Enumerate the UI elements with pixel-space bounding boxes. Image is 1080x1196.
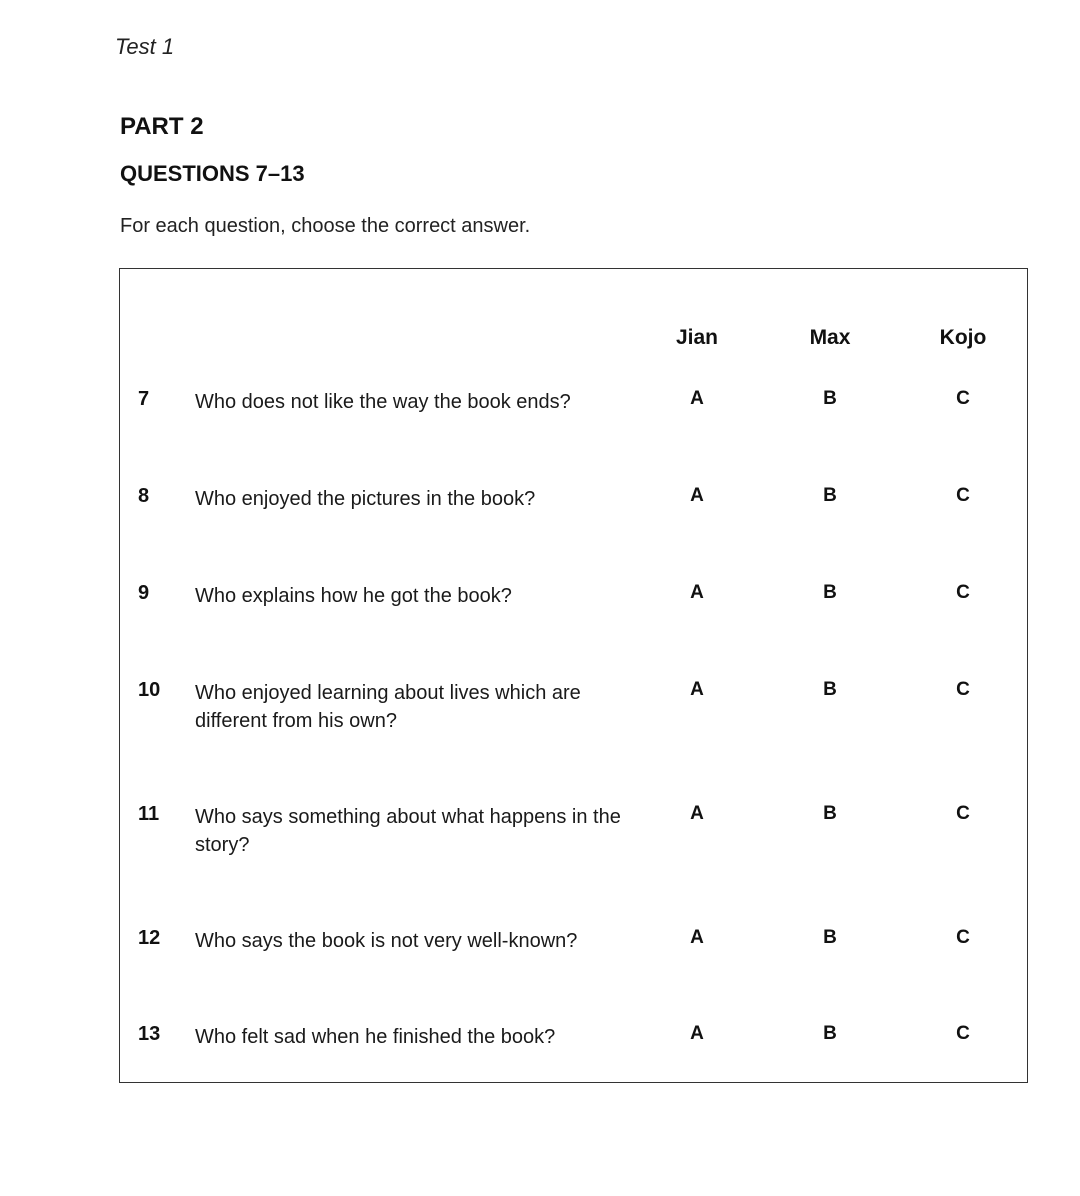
option-b[interactable]: B	[823, 803, 837, 824]
option-a[interactable]: A	[690, 803, 704, 824]
option-a[interactable]: A	[690, 388, 704, 409]
option-a[interactable]: A	[690, 679, 704, 700]
question-number: 8	[138, 485, 150, 507]
column-header-jian: Jian	[675, 326, 719, 349]
option-a[interactable]: A	[690, 927, 704, 948]
questions-title: QUESTIONS 7–13	[120, 161, 305, 186]
question-text: Who enjoyed learning about lives which are different from his own?	[195, 682, 581, 732]
instruction-text: For each question, choose the correct answer.	[120, 215, 531, 237]
option-b[interactable]: B	[823, 582, 837, 603]
question-text: Who felt sad when he finished the book?	[195, 1026, 556, 1048]
option-c[interactable]: C	[956, 485, 970, 506]
column-header-kojo: Kojo	[939, 326, 987, 349]
option-b[interactable]: B	[823, 485, 837, 506]
option-b[interactable]: B	[823, 679, 837, 700]
option-b[interactable]: B	[823, 927, 837, 948]
question-text: Who enjoyed the pictures in the book?	[195, 488, 536, 510]
option-b[interactable]: B	[823, 388, 837, 409]
question-number: 12	[138, 927, 161, 949]
option-c[interactable]: C	[956, 803, 970, 824]
question-number: 9	[138, 582, 150, 604]
question-number: 10	[138, 679, 161, 701]
running-head: Test 1	[115, 34, 175, 59]
question-number: 11	[138, 803, 160, 825]
question-text: Who explains how he got the book?	[195, 585, 512, 607]
option-c[interactable]: C	[956, 679, 970, 700]
part-title: PART 2	[120, 113, 204, 140]
question-text: Who says the book is not very well-known?	[195, 930, 578, 952]
option-a[interactable]: A	[690, 485, 704, 506]
option-c[interactable]: C	[956, 1023, 970, 1044]
question-text: Who does not like the way the book ends?	[195, 391, 571, 413]
option-c[interactable]: C	[956, 582, 970, 603]
question-number: 13	[138, 1023, 161, 1045]
question-number: 7	[138, 388, 150, 410]
option-a[interactable]: A	[690, 1023, 704, 1044]
option-c[interactable]: C	[956, 927, 970, 948]
question-text: Who says something about what happens in the story?	[195, 806, 621, 856]
option-b[interactable]: B	[823, 1023, 837, 1044]
option-a[interactable]: A	[690, 582, 704, 603]
option-c[interactable]: C	[956, 388, 970, 409]
column-header-max: Max	[809, 326, 851, 349]
